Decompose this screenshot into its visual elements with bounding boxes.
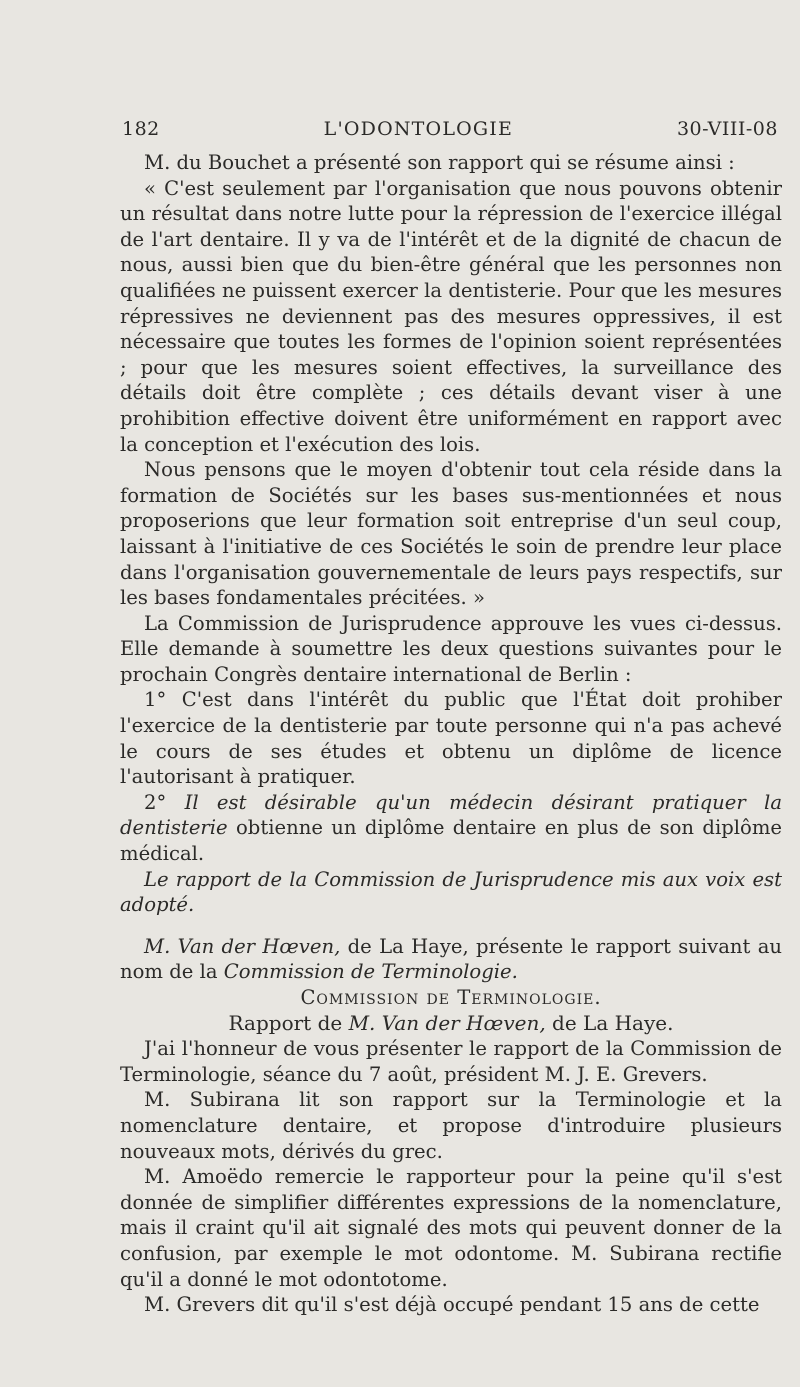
adoption-note: Le rapport de la Commission de Jurisprudence mis aux voix est adopté. — [120, 867, 782, 917]
paragraph: M. du Bouchet a présenté son rapport qui se résume ainsi : — [144, 151, 735, 174]
section-title: Commission de Terminologie. — [300, 986, 602, 1009]
subtitle-name: M. Van der Hœven, — [348, 1010, 546, 1035]
page-number: 182 — [122, 118, 160, 140]
paragraph: Nous pensons que le moyen d'obtenir tout cela réside dans la formation de Sociétés sur les bases sus-mentionnées et nous proposerions que leur formation soit entreprise d'un seul coup, laissant à l'initiative de ces Sociétés le soin de prendre leur place dans l'organisation gouvernementale de leurs pays respectifs, sur les bases fondamentales précitées. » — [120, 458, 782, 610]
issue-date: 30-VIII-08 — [676, 118, 778, 140]
speaker-name: M. Van der Hœven, — [144, 934, 341, 958]
paragraph-text: de La Haye, présente le rapport suivant au nom de la — [120, 934, 783, 984]
item-number: 2° — [144, 790, 167, 814]
paragraph: La Commission de Jurisprudence approuve les vues ci-dessus. Elle demande à soumettre les deux questions suivantes pour le prochain Congrès dentaire international de Berlin : — [120, 611, 782, 686]
running-header — [122, 118, 778, 140]
italic-text: Il est désirable qu'un médecin désirant pratiquer la dentisterie — [120, 790, 783, 840]
paragraph — [120, 934, 782, 985]
paragraph-text: obtienne un diplôme dentaire en plus de son diplôme médical. — [120, 816, 782, 866]
paragraph: M. Grevers dit qu'il s'est déjà occupé pendant 15 ans de cette — [144, 1293, 760, 1317]
paragraph: M. Subirana lit son rapport sur la Terminologie et la nomenclature dentaire, et propose d'introduire plusieurs nouveaux mots, dérivés du grec. — [120, 1088, 782, 1163]
paragraph: 1° C'est dans l'intérêt du public que l'État doit prohiber l'exercice de la dentisterie par toute personne qui n'a pas achevé le cours de ses études et obtenu un diplôme de licence l'autorisant à pratiquer. — [120, 688, 782, 789]
commission-name: Commission de Terminologie. — [223, 960, 518, 984]
body-text — [120, 150, 782, 1318]
paragraph: J'ai l'honneur de vous présenter le rapport de la Commission de Terminologie, séance du 7 août, président M. J. E. Grevers. — [120, 1037, 782, 1086]
paragraph: « C'est seulement par l'organisation que nous pouvons obtenir un résultat dans notre lutte pour la répression de l'exercice illégal de l'art dentaire. Il y va de l'intérêt et de la dignité de chacun de nous, aussi bien que du bien-être général que les personnes non qualifiées ne puissent exercer la dentisterie. Pour que les mesures répressives ne deviennent pas des mesures oppressives, il est nécessaire que toutes les formes de l'opinion soient représentées ; pour que les mesures soient effectives, la surveillance des détails doit être complète ; ces détails devant viser à une prohibition effective doivent être uniformément en rapport avec la conception et l'exécution des lois. — [120, 176, 782, 456]
paragraph: M. Amoëdo remercie le rapporteur pour la peine qu'il s'est donnée de simplifier différentes expressions de la nomenclature, mais il craint qu'il ait signalé des mots qui peuvent donner de la confusion, par exemple le mot odontome. M. Subirana rectifie qu'il a donné le mot odontotome. — [120, 1165, 782, 1291]
journal-title: L'ODONTOLOGIE — [323, 118, 514, 140]
subtitle-suffix: de La Haye. — [552, 1010, 674, 1035]
subtitle-prefix: Rapport de — [228, 1010, 343, 1035]
paragraph — [120, 790, 782, 867]
section-subtitle — [120, 1011, 782, 1037]
